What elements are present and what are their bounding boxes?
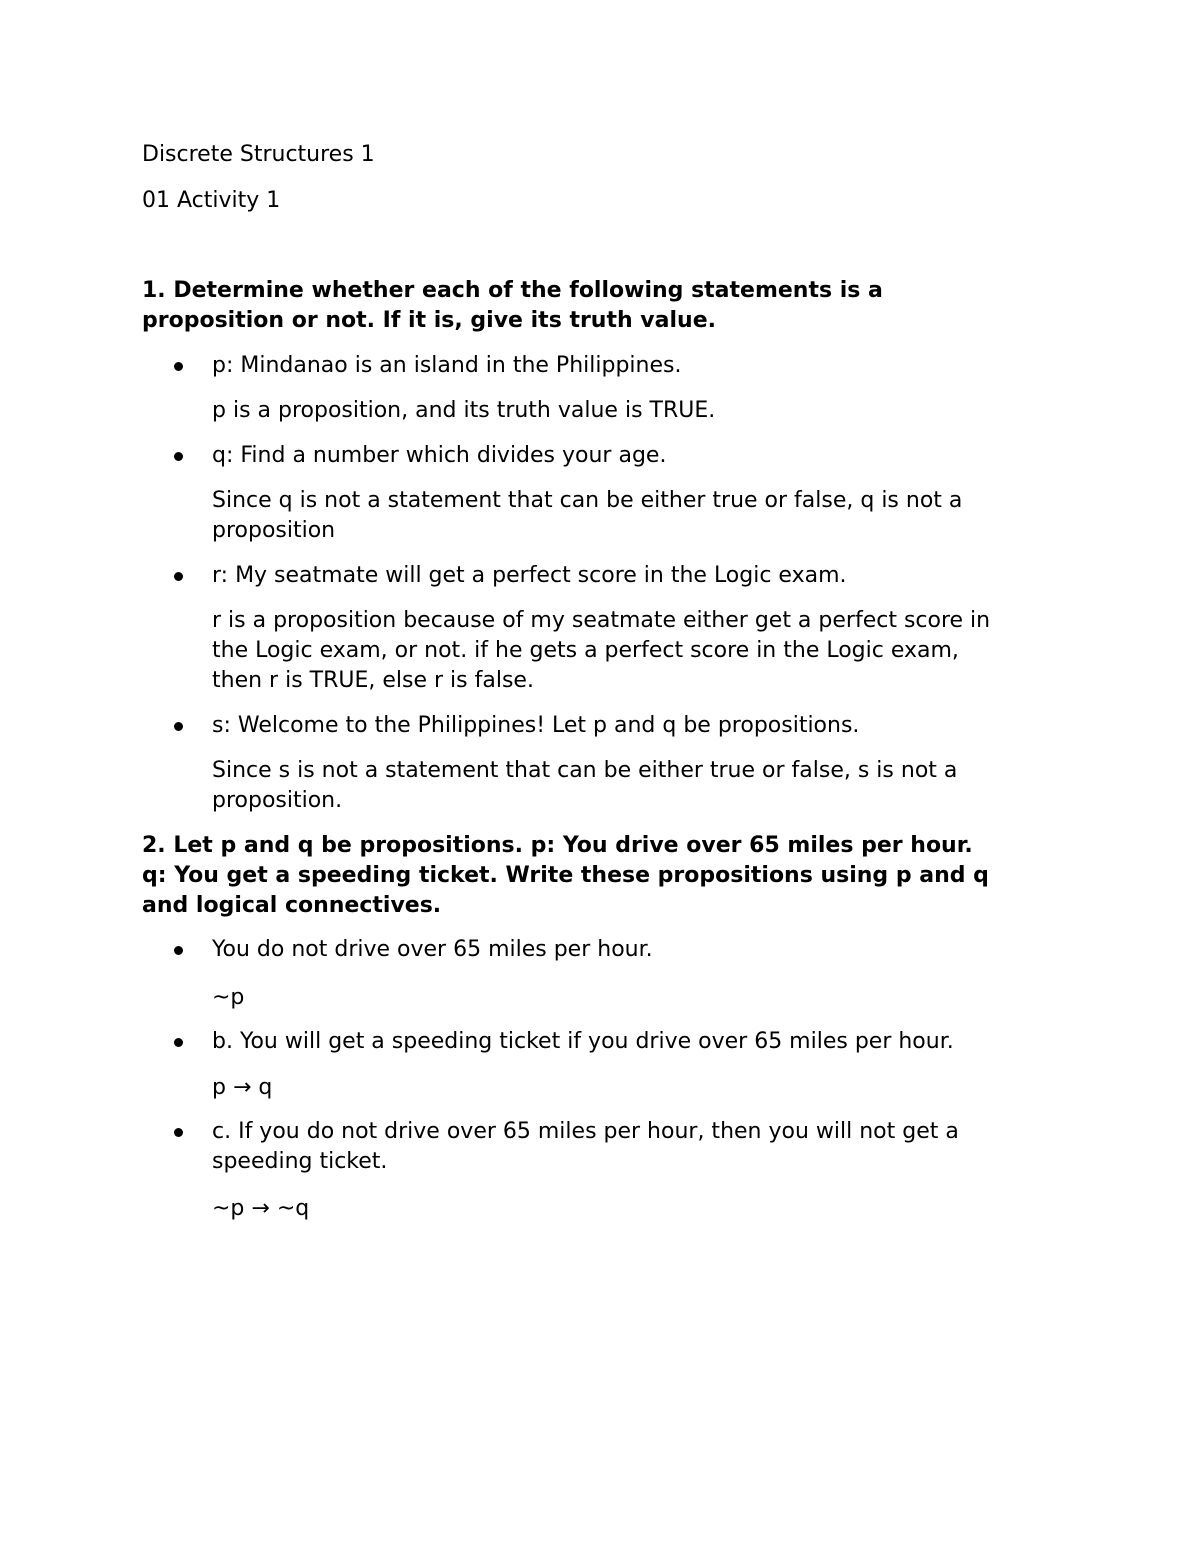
q1-item-q-answer-line-2: proposition — [212, 518, 336, 543]
q1-item-r-answer-line-3: then r is TRUE, else r is false. — [212, 668, 534, 693]
q2-heading-line-3: and logical connectives. — [142, 893, 442, 918]
course-title: Discrete Structures 1 — [142, 142, 375, 167]
q1-item-r-answer-line-2: the Logic exam, or not. if he gets a perfect score in the Logic exam, — [212, 638, 959, 663]
q2-item-c-answer: ~p → ~q — [212, 1196, 310, 1221]
q1-heading-line-2: proposition or not. If it is, give its truth value. — [142, 308, 716, 333]
bullet-icon — [174, 1128, 183, 1137]
bullet-icon — [174, 572, 183, 581]
q2-heading-line-2: q: You get a speeding ticket. Write these propositions using p and q — [142, 863, 989, 888]
q2-item-a-answer: ~p — [212, 985, 245, 1010]
q1-item-r-statement: r: My seatmate will get a perfect score in the Logic exam. — [212, 563, 847, 588]
q1-item-q-answer-line-1: Since q is not a statement that can be either true or false, q is not a — [212, 488, 963, 513]
bullet-icon — [174, 946, 183, 955]
q2-item-b-answer: p → q — [212, 1075, 273, 1100]
q2-heading-line-1: 2. Let p and q be propositions. p: You drive over 65 miles per hour. — [142, 833, 973, 858]
q1-item-s-statement: s: Welcome to the Philippines! Let p and q be propositions. — [212, 713, 860, 738]
q2-item-b-statement: b. You will get a speeding ticket if you drive over 65 miles per hour. — [212, 1029, 954, 1054]
activity-title: 01 Activity 1 — [142, 188, 281, 213]
q1-item-r-answer-line-1: r is a proposition because of my seatmate either get a perfect score in — [212, 608, 991, 633]
q2-item-c-statement-line-2: speeding ticket. — [212, 1149, 388, 1174]
bullet-icon — [174, 362, 183, 371]
q1-item-p-answer: p is a proposition, and its truth value is TRUE. — [212, 398, 716, 423]
q1-heading-line-1: 1. Determine whether each of the following statements is a — [142, 278, 883, 303]
q1-item-p-statement: p: Mindanao is an island in the Philippines. — [212, 353, 682, 378]
bullet-icon — [174, 1038, 183, 1047]
q2-item-a-statement: You do not drive over 65 miles per hour. — [212, 937, 653, 962]
q2-item-c-statement-line-1: c. If you do not drive over 65 miles per hour, then you will not get a — [212, 1119, 959, 1144]
bullet-icon — [174, 452, 183, 461]
q1-item-s-answer-line-1: Since s is not a statement that can be either true or false, s is not a — [212, 758, 958, 783]
bullet-icon — [174, 722, 183, 731]
q1-item-s-answer-line-2: proposition. — [212, 788, 343, 813]
q1-item-q-statement: q: Find a number which divides your age. — [212, 443, 667, 468]
